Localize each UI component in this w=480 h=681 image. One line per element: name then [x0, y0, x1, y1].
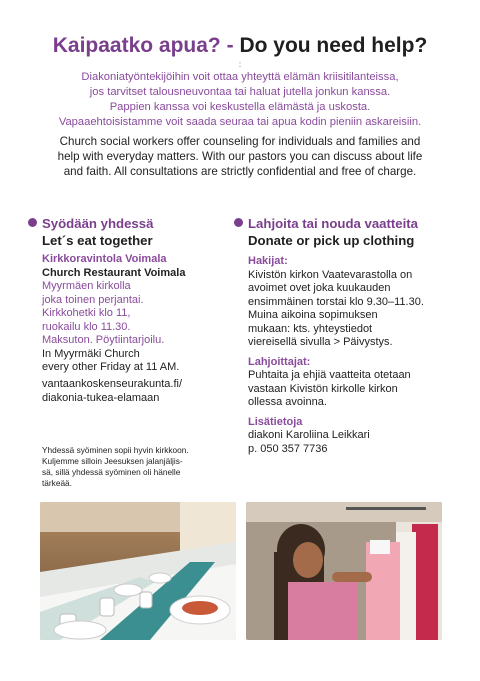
left-heading-en: Let´s eat together	[42, 233, 153, 248]
donors-line: Puhtaita ja ehjiä vaatteita otetaan	[248, 369, 411, 381]
link-line: diakonia-tukea-elamaan	[42, 391, 160, 404]
info-line: p. 050 357 7736	[248, 442, 328, 455]
applicants-line: avoimet ovet joka kuukauden	[248, 282, 391, 294]
note-line: Yhdessä syöminen sopii hyvin kirkkoon.	[42, 445, 189, 455]
detail-fi-line: joka toinen perjantai.	[42, 293, 144, 306]
bullet-icon	[28, 218, 37, 227]
detail-fi-line: Kirkkohetki klo 11,	[42, 307, 131, 319]
note-line: sä, sillä yhdessä syöminen oli hänelle	[42, 467, 181, 477]
left-heading	[42, 215, 153, 249]
info-label: Lisätietoja	[248, 415, 303, 428]
intro-fi-line: Pappien kanssa voi keskustella elämästä ja uskosta.	[109, 101, 371, 113]
page-title	[0, 34, 480, 58]
detail-en-line: every other Friday at 11 AM.	[42, 361, 180, 373]
detail-en-line: In Myyrmäki Church	[42, 347, 140, 360]
detail-fi-line: Maksuton. Pöytiintarjoilu.	[42, 334, 165, 346]
title-english: Do you need help?	[239, 34, 428, 57]
detail-fi-line: Myyrmäen kirkolla	[42, 280, 131, 292]
website-link[interactable]	[42, 378, 237, 405]
right-heading-fi: Lahjoita tai nouda vaatteita	[248, 216, 419, 231]
bullet-icon	[234, 218, 243, 227]
intro-finnish	[24, 70, 456, 130]
intro-en-line: Church social workers offer counseling for individuals and families and	[59, 135, 421, 148]
right-heading-en: Donate or pick up clothing	[248, 233, 415, 248]
intro-fi-line: jos tarvitset talousneuvontaa tai haluat jutella jonkun kanssa.	[89, 86, 391, 98]
note-line: tärkeää.	[42, 478, 72, 488]
note-line: Kuljemme silloin Jeesuksen jalanjäljis-	[42, 456, 183, 466]
donors-line: vastaan Kivistön kirkolle kirkon	[248, 382, 398, 395]
separator-dot: :	[238, 60, 242, 69]
restaurant-name-en: Church Restaurant Voimala	[42, 266, 186, 279]
intro-english	[24, 134, 456, 179]
note-text	[42, 445, 237, 489]
intro-en-line: help with everyday matters. With our pastors you can discuss about life	[57, 150, 423, 163]
intro-en-line: and faith. All consultations are strictly confidential and free of charge.	[63, 165, 417, 178]
applicants-line: Kivistön kirkon Vaatevarastolla on	[248, 268, 413, 281]
clothing-photo	[246, 502, 442, 640]
donors-line: ollessa avoinna.	[248, 396, 327, 408]
applicants-label: Hakijat:	[248, 255, 288, 267]
dining-photo-graphic	[40, 502, 236, 640]
left-details	[42, 253, 232, 375]
left-heading-fi: Syödään yhdessä	[42, 216, 154, 231]
link-line: vantaankoskenseurakunta.fi/	[42, 378, 183, 390]
applicants-line: mukaan: kts. yhteystiedot	[248, 322, 373, 335]
dining-photo	[40, 502, 236, 640]
donors-label: Lahjoittajat:	[248, 355, 311, 368]
right-heading	[248, 215, 418, 249]
restaurant-name-fi: Kirkkoravintola Voimala	[42, 253, 167, 265]
intro-fi-line: Vapaaehtoisistamme voit saada seuraa tai apua kodin pieniin askareisiin.	[58, 116, 422, 128]
title-finnish: Kaipaatko apua? -	[52, 34, 234, 57]
applicants-line: ensimmäinen torstai klo 9.30–11.30.	[248, 295, 424, 308]
right-details	[248, 255, 463, 456]
clothing-photo-graphic	[246, 502, 442, 640]
info-line: diakoni Karoliina Leikkari	[248, 429, 370, 441]
applicants-line: viereisellä sivulla > Päivystys.	[248, 336, 393, 348]
intro-fi-line: Diakoniatyöntekijöihin voit ottaa yhteyttä elämän kriisitilanteissa,	[81, 71, 399, 83]
detail-fi-line: ruokailu klo 11.30.	[42, 320, 131, 333]
applicants-line: Muina aikoina sopimuksen	[248, 309, 378, 321]
